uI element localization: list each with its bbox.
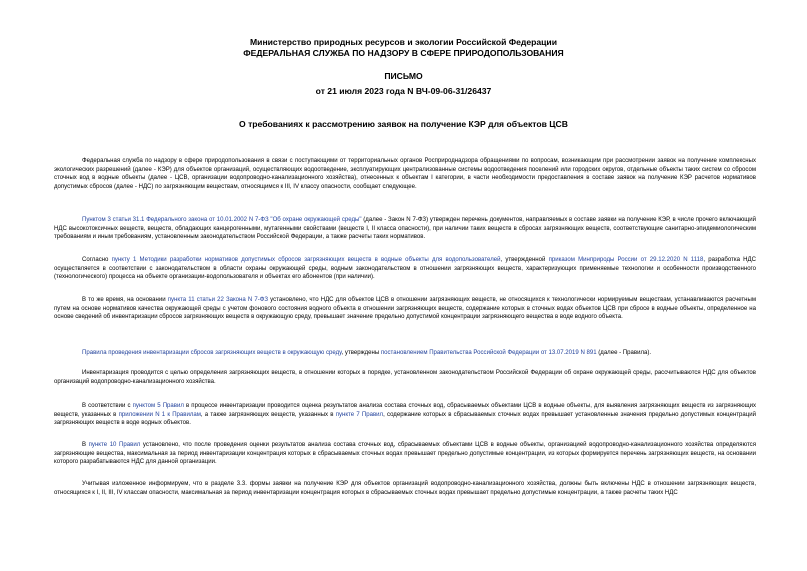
paragraph-text: (далее - Закон N 7-ФЗ) утвержден перечень документов, направляемых в составе заявки на получение КЭР, в числе прочего включающий НДС высокотоксичных веществ, веществ, обладающих канцерогенными, мутагенными свойствами (веществ I, II класса опасности), при наличии таких веществ в сбросах загрязняющих веществ, соответствующие санитарно-эпидемиологическим требованиям и иным требованиям, установленным законодательством Российской Федерации, а также расчеты таких нормативов. bbox=[54, 217, 756, 241]
order-1118-link[interactable]: приказом Минприроды России от 29.12.2020 N 1118 bbox=[548, 257, 704, 263]
paragraph-inventory-purpose: Инвентаризация проводится с целью определения загрязняющих веществ, в отношении которых в порядке, установленном законодательством Российской Федерации об охране окружающей среды, рассчитываются НДС для объектов организаций водопроводно-канализационного хозяйства. bbox=[54, 370, 756, 385]
paragraph-article-22 bbox=[54, 296, 756, 322]
paragraph-text: В bbox=[82, 442, 89, 448]
inventory-rules-link[interactable]: Правила проведения инвентаризации сбросов загрязняющих веществ в окружающую среду bbox=[82, 350, 342, 356]
paragraph-text: , а также загрязняющих веществ, указанных в bbox=[200, 411, 336, 418]
paragraph-text: , утверждены bbox=[341, 350, 381, 356]
paragraph-law-7fz bbox=[54, 216, 756, 242]
paragraph-text: установлено, что НДС для объектов ЦСВ в отношении загрязняющих веществ, не относящихся к технологически нормируемым веществам, устанавливаются расчетным путем на основе нормативов качества окружающей среды с учетом фонового состояния водного объекта в отношении загрязняющих веществ, содержание которых в сточных водах объектов ЦСВ при сбросе в водные объекты, определенное на основе сведений об инвентаризации сбросов загрязняющих веществ в окружающую среду, превышает значение предельно допустимой концентрации загрязняющего вещества в воде водного объекта. bbox=[54, 297, 756, 321]
paragraph-methodology bbox=[54, 256, 756, 282]
article-22-link[interactable]: пункта 11 статьи 22 Закона N 7-ФЗ bbox=[167, 297, 269, 303]
paragraph-intro: Федеральная служба по надзору в сфере природопользования в связи с поступающими от территориальных органов Росприроднадзора обращениями по вопросам, возникающим при рассмотрении заявок на получение комплексных экологических разрешений (далее - КЭР) для объектов организаций, осуществляющих водоотведение, эксплуатирующих централизованные системы водоотведения поселений или городских округов, отдельные объекты таких систем со сбросом сточных вод в водные объекты (далее - ЦСВ, организации водопроводно-канализационного хозяйства), отнесенных к объектам I категории, в части необходимости предоставления в составе заявок на получение КЭР расчетов нормативов допустимых сбросов (далее - НДС) по загрязняющим веществам, относящимся к III, IV классу опасности, сообщает следующее. bbox=[54, 158, 756, 191]
paragraph-conclusion: Учитывая изложенное информируем, что в разделе 3.3. формы заявки на получение КЭР для объектов организаций водопроводно-канализационного хозяйства, должны быть включены НДС в отношении загрязняющих веществ, относящихся к I, II, III, IV классам опасности, максимальная за период инвентаризации концентрация которых в сбрасываемых сточных водах превышает предельно допустимые концентрации, а также расчеты таких НДС bbox=[54, 481, 756, 496]
methodology-link[interactable]: пункту 1 Методики разработки нормативов допустимых сбросов загрязняющих веществ в водные объекты для водопользователей bbox=[111, 257, 501, 263]
paragraph-text: , утвержденной bbox=[500, 257, 549, 263]
rules-point-7-link[interactable]: пункте 7 Правил bbox=[335, 411, 384, 418]
paragraph-text: Согласно bbox=[82, 257, 112, 263]
paragraph-text: , содержание которых в сбрасываемых сточных водах превышает установленные значения предельно допустимых концентраций загрязняющих веществ в воде водных объектов. bbox=[54, 411, 756, 427]
paragraph-inventory-rules bbox=[54, 349, 756, 358]
paragraph-text: в процессе инвентаризации проводится оценка результатов анализа состава сточных вод, сбрасываемых объектами ЦСВ в водные объекты, для выявления загрязняющих веществ из загрязняющих веществ, указанных в bbox=[54, 403, 756, 418]
paragraph-text: В то же время, на основании bbox=[82, 297, 168, 303]
appendix-1-link[interactable]: приложении N 1 к Правилам bbox=[118, 411, 201, 418]
paragraph-text: установлено, что после проведения оценки результатов анализа состава сточных вод, сбрасываемых объектами ЦСВ в водные объекты, организацией водопроводно-канализационного хозяйства определяются загрязняющие вещества, максимальная за период инвентаризации концентрация которых в сбрасываемых сточных водах превышает предельно допустимые концентрации, из которых формируется перечень загрязняющих веществ, на основании которого разрабатываются НДС для данной организации. bbox=[54, 442, 756, 466]
paragraph-text: , разработка НДС осуществляется в соответствии с законодательством в области охраны окружающей среды, водным законодательством в отношении загрязняющих веществ, характеризующих применяемые технологии и особенности производственного (технологического) процесса на объекте организации-водопользователя и объектах его абонентов (при наличии). bbox=[54, 257, 756, 281]
paragraph-text: (далее - Правила). bbox=[596, 350, 652, 356]
ministry-name: Министерство природных ресурсов и экологии Российской Федерации bbox=[250, 37, 557, 47]
service-name: ФЕДЕРАЛЬНАЯ СЛУЖБА ПО НАДЗОРУ В СФЕРЕ ПРИРОДОПОЛЬЗОВАНИЯ bbox=[243, 48, 564, 58]
paragraph-rules-point-10 bbox=[54, 441, 756, 467]
document-subject: О требованиях к рассмотрению заявок на получение КЭР для объектов ЦСВ bbox=[239, 119, 568, 129]
document-type: ПИСЬМО bbox=[384, 71, 423, 81]
document-date-number: от 21 июля 2023 года N ВЧ-09-06-31/26437 bbox=[315, 86, 492, 96]
law-7fz-link[interactable]: Пунктом 3 статьи 31.1 Федерального закона от 10.01.2002 N 7-ФЗ "Об охране окружающей среды" bbox=[82, 217, 362, 223]
rules-point-5-link[interactable]: пунктом 5 Правил bbox=[132, 403, 184, 409]
paragraph-rules-point-5 bbox=[54, 402, 756, 428]
paragraph-text: В соответствии с bbox=[82, 403, 133, 409]
rules-point-10-link[interactable]: пункте 10 Правил bbox=[88, 442, 141, 448]
resolution-891-link[interactable]: постановлением Правительства Российской Федерации от 13.07.2019 N 891 bbox=[380, 350, 597, 356]
